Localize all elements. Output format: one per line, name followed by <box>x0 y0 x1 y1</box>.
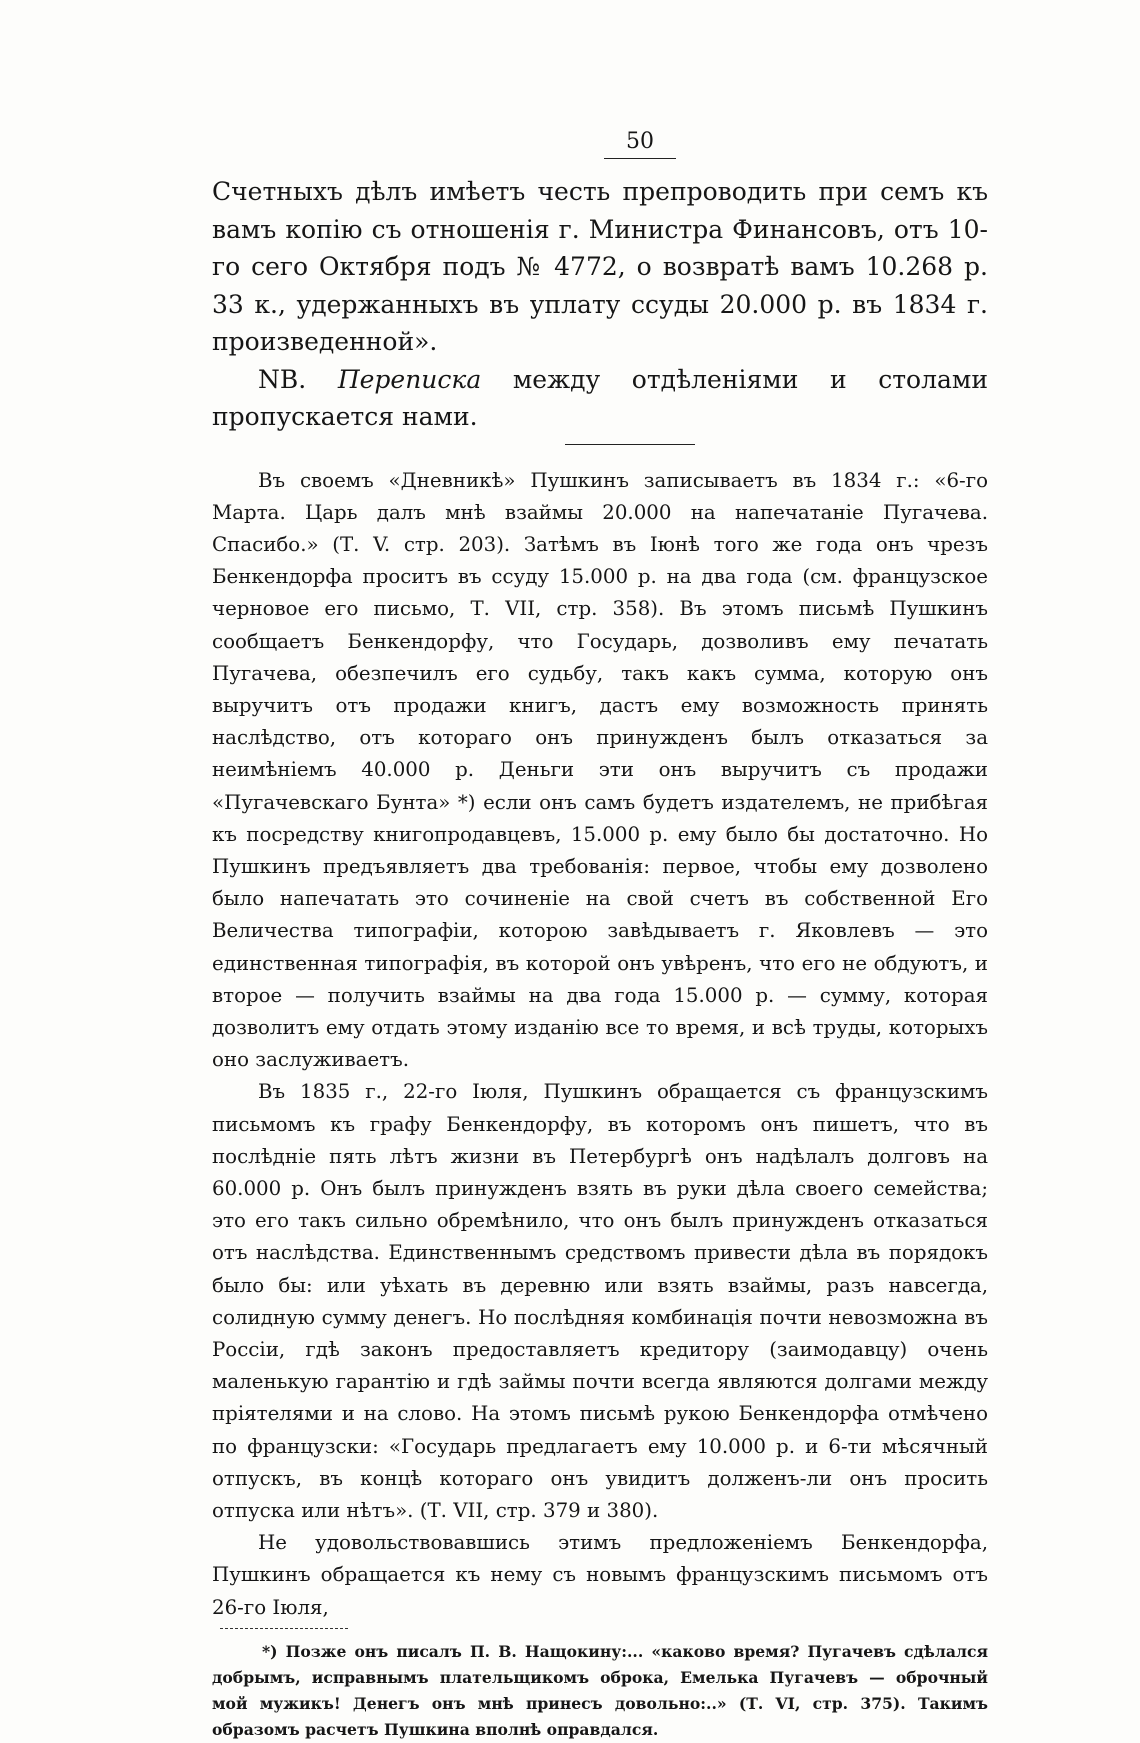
nb-note <box>212 361 988 436</box>
body-paragraph-3: Не удовольствовавшись этимъ предложеніемъ Бенкендорфа, Пушкинъ обращается къ нему съ новымъ французскимъ письмомъ отъ 26-го Іюля, <box>212 1531 988 1619</box>
nb-rest: между отдѣленіями и столами пропускается нами. <box>212 364 989 431</box>
body-paragraph-1: Въ своемъ «Дневникѣ» Пушкинъ записываетъ въ 1834 г.: «6-го Марта. Царь далъ мнѣ взаймы 20.000 на напечатаніе Пугачева. Спасибо.» (Т. V. стр. 203). Затѣмъ въ Іюнѣ того же года онъ чрезъ Бенкендорфа проситъ въ ссуду 15.000 р. на два года (см. французское черновое его письмо, Т. VII, стр. 358). Въ этомъ письмѣ Пушкинъ сообщаетъ Бенкендорфу, что Государь, дозволивъ ему печатать Пугачева, обезпечилъ его судьбу, такъ какъ сумма, которую онъ выручитъ отъ продажи книгъ, дастъ ему возможность принять наслѣдство, отъ котораго онъ принужденъ былъ отказаться за неимѣніемъ 40.000 р. Деньги эти онъ выручитъ съ продажи «Пугачевскаго Бунта» *) если онъ самъ будетъ издателемъ, не прибѣгая къ посредству книгопродавцевъ, 15.000 р. ему было бы достаточно. Но Пушкинъ предъявляетъ два требованія: первое, чтобы ему дозволено было напечатать это сочиненіе на свой счетъ въ собственной Его Величества типографіи, которою завѣдываетъ г. Яковлевъ — это единственная типографія, въ которой онъ увѣренъ, что его не обдуютъ, и второе — получить взаймы на два года 15.000 р. — сумму, которая дозволитъ ему отдать этому изданію все то время, и всѣ труды, которыхъ оно заслуживаетъ. <box>212 468 988 1072</box>
page-number-text: 50 <box>604 128 676 159</box>
page-number <box>292 128 988 159</box>
upper-paragraph: Счетныхъ дѣлъ имѣетъ честь препроводить при семъ къ вамъ копію съ отношенія г. Министра Финансовъ, отъ 10-го сего Октября подъ № 4772, о возвратѣ вамъ 10.268 р. 33 к., удержанныхъ въ уплату ссуды 20.000 р. въ 1834 г. произведенной». <box>212 177 988 356</box>
section-divider <box>565 444 695 445</box>
nb-prefix: NB. <box>258 364 307 394</box>
nb-italic-word: Переписка <box>337 364 482 394</box>
body-paragraph-2: Въ 1835 г., 22-го Іюля, Пушкинъ обращается съ французскимъ письмомъ къ графу Бенкендорфу, въ которомъ онъ пишетъ, что въ послѣдніе пять лѣтъ жизни въ Петербургѣ онъ надѣлалъ долговъ на 60.000 р. Онъ былъ принужденъ взять въ руки дѣла своего семейства; это его такъ сильно обремѣнило, что онъ былъ принужденъ отказаться отъ наслѣдства. Единственнымъ средствомъ привести дѣла въ порядокъ было бы: или уѣхать въ деревню или взять взаймы, разъ навсегда, солидную сумму денегъ. Но послѣдняя комбинація почти невозможна въ Россіи, гдѣ законъ предоставляетъ кредитору (заимодавцу) очень маленькую гарантію и гдѣ займы почти всегда являются долгами между пріятелями и на слово. На этомъ письмѣ рукою Бенкендорфа отмѣчено по французски: «Государь предлагаетъ ему 10.000 р. и 6-ти мѣсячный отпускъ, въ концѣ котораго онъ увидитъ долженъ-ли онъ просить отпуска или нѣтъ». (Т. VII, стр. 379 и 380). <box>212 1080 988 1522</box>
footnote: *) Позже онъ писалъ П. В. Нащокину:... «каково время? Пугачевъ сдѣлался добрымъ, исправнымъ плательщикомъ оброка, Емелька Пугачевъ — оброчный мой мужикъ! Денегъ онъ мнѣ принесъ довольно:..» (Т. VI, стр. 375). Такимъ образомъ расчетъ Пушкина вполнѣ оправдался. <box>212 1641 988 1739</box>
footnote-rule <box>220 1628 348 1629</box>
document-page <box>212 128 988 1743</box>
